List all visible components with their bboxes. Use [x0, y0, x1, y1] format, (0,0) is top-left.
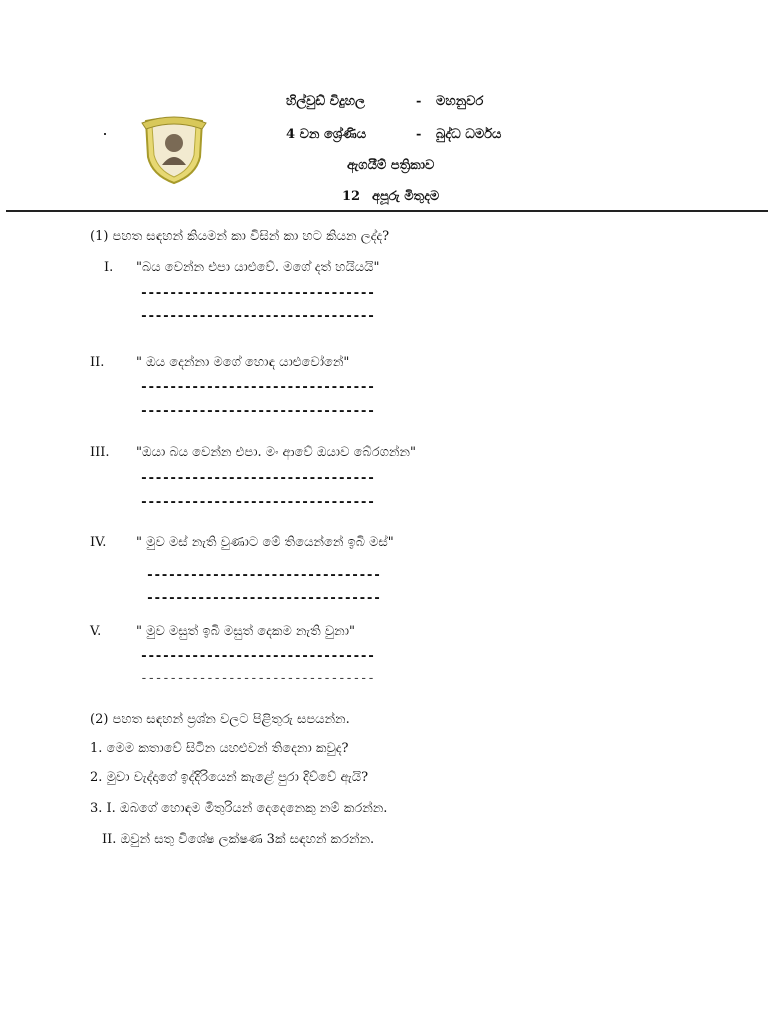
item-number: I.: [104, 260, 114, 275]
school-city: මහනුවර: [436, 94, 484, 109]
answer-line: --------------------------------: [140, 404, 375, 419]
quote-text: "බය වෙන්න එපා යාළුවේ. මගේ දත් හයියයි": [136, 260, 380, 275]
header-separator: -: [416, 94, 422, 109]
stray-dot: [104, 133, 106, 135]
answer-line: --------------------------------: [140, 649, 375, 664]
answer-line: --------------------------------: [140, 471, 375, 486]
subject-label: බුද්ධ ධර්මය: [436, 127, 502, 142]
answer-line: --------------------------------: [140, 286, 375, 301]
quote-text: " ඔය දෙන්නා මගේ හොඳ යාළුවෝනේ": [136, 355, 350, 370]
answer-line: --------------------------------: [146, 591, 381, 606]
school-name: හිල්වුඩ් විදුහල: [286, 94, 365, 109]
section1-prompt: (1) පහත සඳහන් කියමන් කා විසින් කා හට කියන ලද්ද?: [90, 229, 390, 244]
grade-label: 4 වන ශ්‍රේණිය: [286, 127, 367, 142]
answer-line: --------------------------------: [140, 671, 375, 686]
quote-text: " මුව මස් නැති වුණාට මේ තියෙන්නේ ඉබි මස්": [136, 535, 394, 550]
school-crest-logo: [140, 113, 208, 185]
question-2: 2. මුවා වැද්දාගේ ඉද්දිරියෙන් කැළේ පුරා දිව්වේ ඇයි?: [90, 770, 369, 785]
section2-prompt: (2) පහත සඳහන් ප්‍රශ්න වලට පිළිතුරු සපයන්න.: [90, 712, 350, 727]
quote-text: " මුව මසුත් ඉබි මසුත් දෙකම නැති වුනා": [136, 624, 355, 639]
lesson-number: 12: [342, 189, 361, 204]
item-number: III.: [90, 445, 110, 460]
answer-line: --------------------------------: [146, 568, 381, 583]
question-3-ii: II. ඔවුන් සතු විශේෂ ලක්ෂණ 3ක් සඳහන් කරන්න.: [102, 832, 375, 847]
question-1: 1. මෙම කතාවේ සිටින යහළුවන් තිදෙනා කවුද?: [90, 741, 349, 756]
paper-title: ඇගයීම් පත්‍රිකාව: [347, 158, 435, 173]
answer-line: --------------------------------: [140, 495, 375, 510]
answer-line: --------------------------------: [140, 309, 375, 324]
quote-text: "ඔයා බය වෙන්න එපා. මං ආවේ ඔයාව බේරගන්න": [136, 445, 416, 460]
item-number: V.: [90, 624, 102, 639]
question-3-i: 3. I. ඔබගේ හොඳම මිතුරියන් දෙදෙනෙකු නම් කරන්න.: [90, 801, 388, 816]
header-separator: -: [416, 127, 422, 142]
answer-line: --------------------------------: [140, 380, 375, 395]
item-number: IV.: [90, 535, 107, 550]
lesson-title: අපූරු මිතුදම: [372, 189, 440, 204]
header-divider: [6, 210, 768, 212]
item-number: II.: [90, 355, 105, 370]
